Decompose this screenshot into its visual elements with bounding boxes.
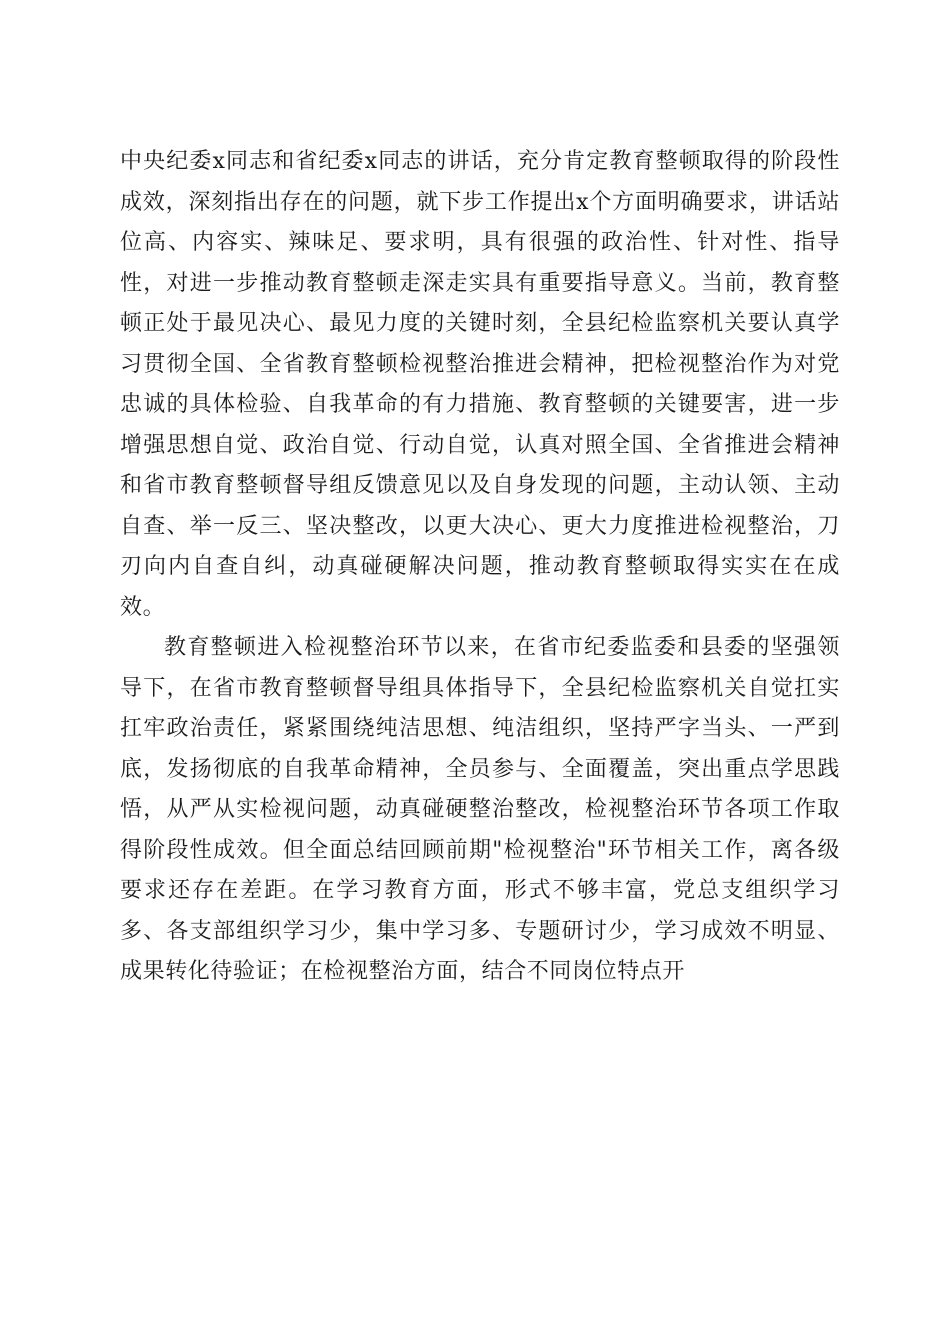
paragraph-1: 中央纪委x同志和省纪委x同志的讲话，充分肯定教育整顿取得的阶段性成效，深刻指出存在的问题，就下步工作提出x个方面明确要求，讲话站位高、内容实、辣味足、要求明，具有很强的政治性、针对性、指导性，对进一步推动教育整顿走深走实具有重要指导意义。当前，教育整顿正处于最见决心、最见力度的关键时刻，全县纪检监察机关要认真学习贯彻全国、全省教育整顿检视整治推进会精神，把检视整治作为对党忠诚的具体检验、自我革命的有力措施、教育整顿的关键要害，进一步增强思想自觉、政治自觉、行动自觉，认真对照全国、全省推进会精神和省市教育整顿督导组反馈意见以及自身发现的问题，主动认领、主动自查、举一反三、坚决整改，以更大决心、更大力度推进检视整治，刀刃向内自查自纠，动真碰硬解决问题，推动教育整顿取得实实在在成效。 bbox=[120, 149, 840, 620]
document-body bbox=[120, 142, 840, 993]
paragraph-2: 教育整顿进入检视整治环节以来，在省市纪委监委和县委的坚强领导下，在省市教育整顿督导组具体指导下，全县纪检监察机关自觉扛实扛牢政治责任，紧紧围绕纯洁思想、纯洁组织，坚持严字当头、一严到底，发扬彻底的自我革命精神，全员参与、全面覆盖，突出重点学思践悟，从严从实检视问题，动真碰硬整治整改，检视整治环节各项工作取得阶段性成效。但全面总结回顾前期"检视整治"环节相关工作，离各级要求还存在差距。在学习教育方面，形式不够丰富，党总支组织学习多、各支部组织学习少，集中学习多、专题研讨少，学习成效不明显、成果转化待验证；在检视整治方面，结合不同岗位特点开 bbox=[120, 635, 840, 984]
